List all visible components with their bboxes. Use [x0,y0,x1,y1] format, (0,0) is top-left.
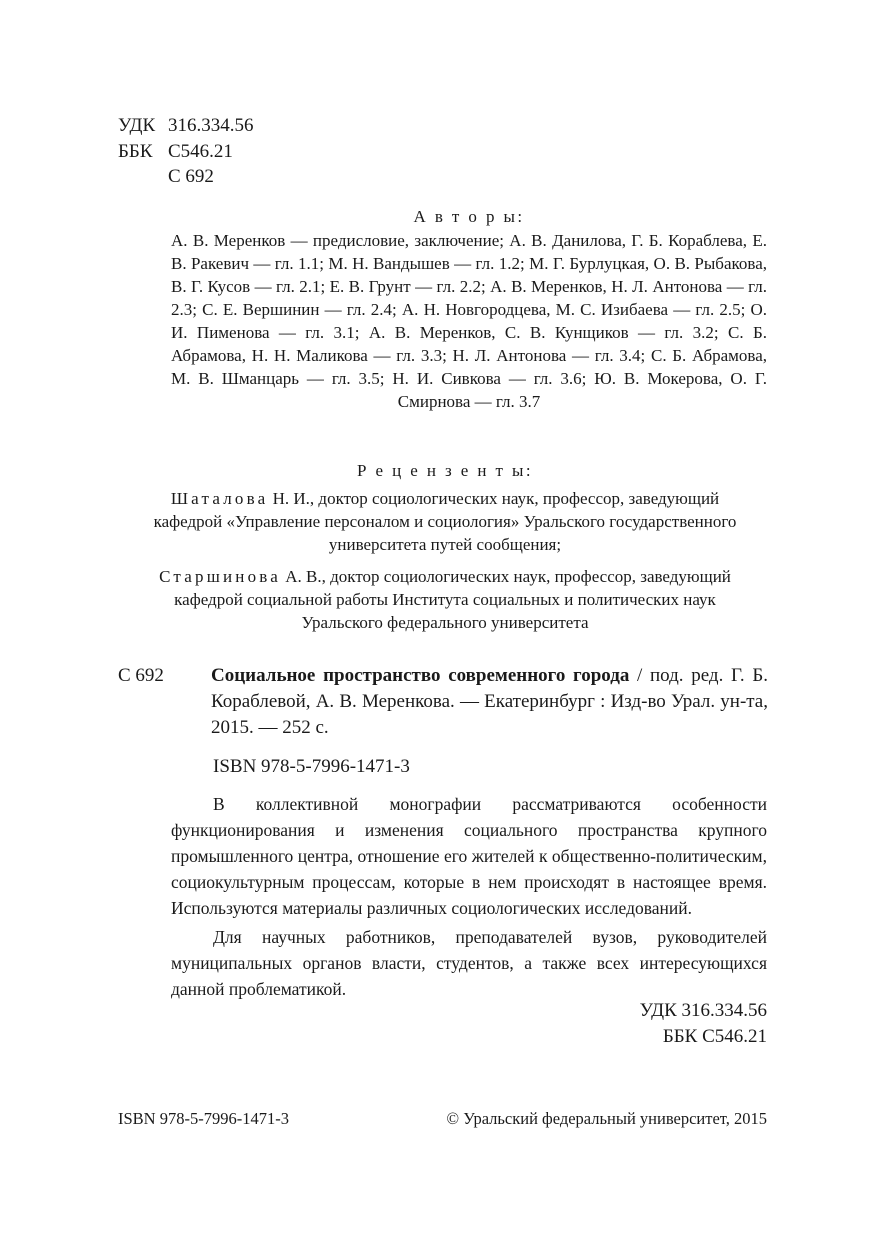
bbk-label: ББК [118,140,153,162]
bottom-bbk: ББК С546.21 [662,1026,767,1047]
reviewer-initials: А. В., [281,567,326,586]
reviewer-initials: Н. И., [268,489,315,508]
book-title: Социальное пространство современного города [211,665,630,686]
copyright-notice: © Уральский федеральный университет, 2015 [446,1109,767,1128]
reviewers-section [150,459,740,643]
reviewer-entry [150,487,740,556]
reviewers-label: Р е ц е н з е н т ы: [357,461,533,480]
bbk-row [118,139,254,165]
biblio-sign: С 692 [118,665,164,686]
annotation-paragraph: В коллективной монографии рассматриваются особенности функционирования и изменения социального пространства крупного промышленного центра, отношение его жителей к общественно-политическим, социокультурным процессам, которые в нем происходят в настоящее время. Используются материалы различных социологических исследований. [171,794,767,918]
bibliographic-record [118,663,768,741]
footer-isbn: ISBN 978-5-7996-1471-3 [118,1109,289,1128]
biblio-details: / под. ред. Г. Б. Кораблевой, А. В. Меренкова. — Екатеринбург : Изд-во Урал. ун-та, 2015. — 252 с. [211,665,768,738]
bbk-value: С546.21 [168,140,233,162]
udk-value: 316.334.56 [168,115,254,136]
authors-label: А в т о р ы: [413,207,525,226]
reviewer-details: доктор социологических наук, профессор, заведующий кафедрой социальной работы Института социальных и политических наук Уральского федерального университета [174,567,731,632]
biblio-description [211,663,768,741]
author-sign: С 692 [168,166,214,187]
authors-list: А. В. Меренков — предисловие, заключение; А. В. Данилова, Г. Б. Кораблева, Е. В. Ракевич — гл. 1.1; М. Н. Вандышев — гл. 1.2; М. Г. Бурлуцкая, О. В. Рыбакова, В. Г. Кусов — гл. 2.1; Е. В. Грунт — гл. 2.2; А. В. Меренков, Н. Л. Антонова — гл. 2.3; С. Е. Вершинин — гл. 2.4; А. Н. Новгородцева, М. С. Изибаева — гл. 2.5; О. И. Пименова — гл. 3.1; А. В. Меренков, С. В. Кунщиков — гл. 3.2; С. Б. Абрамова, Н. Н. Маликова — гл. 3.3; Н. Л. Антонова — гл. 3.4; С. Б. Абрамова, М. В. Шманцарь — гл. 3.5; Н. И. Сивкова — гл. 3.6; Ю. В. Мокерова, О. Г. Смирнова — гл. 3.7 [171,231,767,411]
bottom-udk: УДК 316.334.56 [639,1000,767,1021]
classification-codes [118,113,254,190]
reviewer-name: Шаталова [170,489,269,508]
biblio-isbn: ISBN 978-5-7996-1471-3 [213,756,410,777]
udk-label: УДК [118,115,156,136]
bottom-codes [640,998,767,1050]
udk-row [118,113,254,139]
reviewer-entry [150,565,740,634]
annotation [171,791,767,1005]
authors-section [171,205,767,413]
reviewer-name: Старшинова [159,567,282,586]
annotation-paragraph: Для научных работников, преподавателей вузов, руководителей муниципальных органов власти, студентов, а также всех интересующихся данной проблематикой. [171,927,767,999]
reviewer-details: доктор социологических наук, профессор, заведующий кафедрой «Управление персоналом и социология» Уральского государственного университета путей сообщения; [153,489,737,554]
